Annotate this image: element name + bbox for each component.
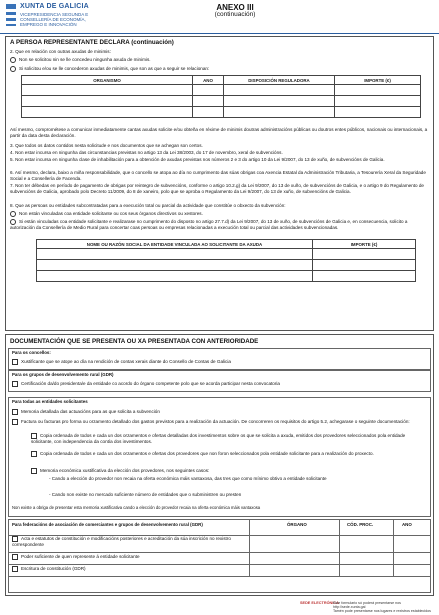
sede-electronica-logo: SEDE ELECTRÓNICA bbox=[300, 601, 339, 605]
councils-item[interactable]: Xustificante que se atope ao día na rendición de contas xerais diante do Consello de Contas de Galicia bbox=[12, 359, 231, 365]
councils-block bbox=[8, 348, 431, 370]
org-name: XUNTA DE GALICIA bbox=[20, 3, 89, 10]
header-divider bbox=[0, 33, 439, 34]
checkbox-icon[interactable] bbox=[12, 419, 18, 425]
item-6: 6. Así mesmo, declara, baixo a miña responsabilidade, que o concello se atopa ao día no cumprimento das súas obrigas coa Axencia Estatal da Administración Tributaria, a Tesourería Xeral da Seguridade Social e a Consellería de Facenda. bbox=[10, 170, 426, 181]
col-ano: ANO bbox=[193, 76, 224, 85]
option-some[interactable]: Si solicitou e/ou se lle concederon axudas de minimis, que son as que a seguir se relacionan: bbox=[10, 66, 209, 72]
documentation-section bbox=[5, 334, 434, 596]
fed-col-divider-2 bbox=[339, 520, 340, 576]
commitment-text: Así mesmo, comprométese a comunicar inmediatamente cantas axudas solicite e/ou obteña en réxime de minimis doutras administracións públicas ou doutros entes públicos, nacionais ou internacionais, a partir da data desta declaración. bbox=[10, 127, 428, 138]
minimis-table bbox=[21, 75, 421, 118]
checkbox-icon[interactable] bbox=[12, 566, 18, 572]
radio-icon[interactable] bbox=[10, 66, 16, 72]
option-8b[interactable]: Si están vinculadas coa entidade solicitante e realizarase no cumprimento do disposto no artigo 27.7.d) da Lei 9/2007, do 13 de xuño, de subvencións de Galicia e, en consecuencia, solicito a autorización da Consellería de Medio Rural para concertar coas persoas ou empresas relacionadas a execución total ou parcial das actividades subvencionadas. bbox=[10, 219, 408, 230]
gdr-label: Para os grupos de desenvolvemento rural (GDR) bbox=[12, 372, 114, 377]
item-3: 3. Que todos os datos contidos nesta solicitude e nos documentos que se achegan son certos. bbox=[10, 143, 203, 148]
all-label: Para todas as entidades solicitantes bbox=[12, 399, 88, 404]
fed-item-2[interactable]: Poder suficiente de quen represente á entidade solicitante bbox=[12, 554, 247, 560]
fed-item-1[interactable]: Acta e estatutos de constitución e modificacións posteriores e acreditación da súa inscrición no rexistro correspondente bbox=[12, 536, 231, 547]
fed-col-organo: ÓRGANO bbox=[287, 522, 307, 527]
gdr-item[interactable]: Certificación da/do presidenta/e da entidade co acordo do órgano competente polo que se acorda participar nesta convocatoria bbox=[12, 381, 280, 387]
councils-label: Para os concellos: bbox=[12, 350, 51, 355]
fed-item-3[interactable]: Escritura de constitución (GDR) bbox=[12, 566, 247, 572]
all-item-1[interactable]: Memoria detallada das actuacións para as que solicita a subvención bbox=[12, 409, 160, 415]
fed-col-divider-1 bbox=[249, 520, 250, 576]
declaration-section bbox=[5, 36, 434, 331]
sub-item-1[interactable]: Copia ordenada de todos e cada un dos orzamentos e ofertas detalladas dos investimentos sobre os que se solicita a axuda, emitidos dos provedores seleccionados pola entidade solicitante, con independencia da contía dos investimentos. bbox=[31, 433, 406, 444]
xunta-logo bbox=[6, 4, 16, 26]
checkbox-icon[interactable] bbox=[12, 359, 18, 365]
sub-item-2[interactable]: Copia ordenada de todos e cada un dos orzamentos e ofertas dos provedores que non foron seleccionados pola entidade solicitante para a realización do proxecto. bbox=[31, 451, 426, 457]
fed-col-cod-proc: CÓD. PROC. bbox=[347, 522, 374, 527]
checkbox-icon[interactable] bbox=[12, 554, 18, 560]
all-entities-block bbox=[8, 397, 431, 517]
sub-item-3a: - Cando a elección do provedor non recaia na oferta económica máis vantaxosa, das tres que como mínimo obtivo a entidade solicitante bbox=[49, 476, 327, 481]
fed-col-ano: ANO bbox=[402, 522, 412, 527]
section-title: A PERSOA REPRESENTANTE DECLARA (continuación) bbox=[10, 39, 174, 46]
checkbox-icon[interactable] bbox=[12, 409, 18, 415]
fed-label: Para federacións de asociación de comerciantes e grupos de desenvolvemento rural (GDR) bbox=[12, 522, 203, 527]
radio-icon[interactable] bbox=[10, 211, 16, 217]
col-disposicion: DISPOSICIÓN REGULADORA bbox=[224, 76, 335, 85]
col-entity-name: NOME OU RAZÓN SOCIAL DA ENTIDADE VINCULADA AO SOLICITANTE DA AXUDA bbox=[37, 240, 313, 249]
checkbox-icon[interactable] bbox=[31, 468, 37, 474]
item-8: 8. Que as persoas ou entidades subcontratadas para a execución total ou parcial da actividade que constitúe o obxecto da subvención: bbox=[10, 203, 286, 208]
linked-entities-table bbox=[36, 239, 416, 282]
col-organismo: ORGANISMO bbox=[22, 76, 193, 85]
all-item-2[interactable]: Factura ou facturas pro forma ou orzamento detallado dos gastos previstos para a realización da actuación. De concorreren os requisitos do artigo 5.2, achegarase o seguinte documentación: bbox=[12, 419, 424, 425]
item-7: 7. Non ter débedas en período de pagamento de obrigas por reintegro de subvencións, conforme o artigo 10.2.g) da Lei 9/2007, do 13 de xuño, de subvencións de Galicia, e o artigo 9 do Regulamento de subvencións de Galicia, aprobado polo Decreto 11/2009, do 8 de xaneiro, polo que se aproba o Regulamento da Lei 9/2007, do 13 de xuño, de subvencións de Galicia. bbox=[10, 183, 424, 194]
sub-item-3[interactable]: Memoria económica xustificativa da elección dos provedores, nos seguintes casos: bbox=[31, 468, 426, 474]
col-importe: IMPORTE (€) bbox=[335, 76, 421, 85]
annex-title: ANEXO III bbox=[216, 3, 254, 12]
radio-icon[interactable] bbox=[10, 57, 16, 63]
option-8a[interactable]: Non están vinculadas coa entidade solicitante ou cos seus órganos directivos ou xestores. bbox=[10, 211, 428, 217]
sub-item-3b: - Cando non existe no mercado suficiente número de entidades que o subministren ou presten bbox=[49, 492, 242, 497]
col-entity-importe: IMPORTE (€) bbox=[313, 240, 416, 249]
item-2: 2. Que en relación con outras axudas de minimis: bbox=[10, 49, 111, 54]
item-4: 4. Non estar incursa en ningunha das circunstancias previstas no artigo 13 da Lei 38/2003, do 17 de novembro, xeral de subvencións. bbox=[10, 150, 283, 155]
fed-col-divider-3 bbox=[393, 520, 394, 576]
option-none[interactable]: Non se solicitou nin se lle concedeu ningunha axuda de minimis. bbox=[10, 57, 151, 63]
checkbox-icon[interactable] bbox=[31, 451, 37, 457]
item-5: 5. Non estar incursa en ningunha clase de inhabilitación para a obtención de axudas previstas nos números 2 e 3 do artigo 10 da Lei 9/2007, do 13 de xuño, de subvencións de Galicia. bbox=[10, 157, 385, 162]
section-title: DOCUMENTACIÓN QUE SE PRESENTA OU XA PRESENTADA CON ANTERIORIDADE bbox=[10, 338, 259, 345]
org-department: VICEPRESIDENCIA SEGUNDA E CONSELLERÍA DE ECONOMÍA, EMPREGO E INNOVACIÓN bbox=[20, 12, 89, 27]
footer-text: Este formulario só poderá presentarse nos http://sede.xunta.gal Tamén pode presentarse nos lugares e rexistros establecidos bbox=[333, 601, 431, 614]
gdr-block bbox=[8, 370, 431, 392]
checkbox-icon[interactable] bbox=[12, 381, 18, 387]
note-text: Non existe a obriga de presentar esta memoria xustificativa cando a elección do provedor recaia na oferta económica máis vantaxosa bbox=[12, 505, 261, 510]
annex-subtitle: (continuación) bbox=[214, 11, 256, 18]
federations-block bbox=[8, 519, 431, 593]
